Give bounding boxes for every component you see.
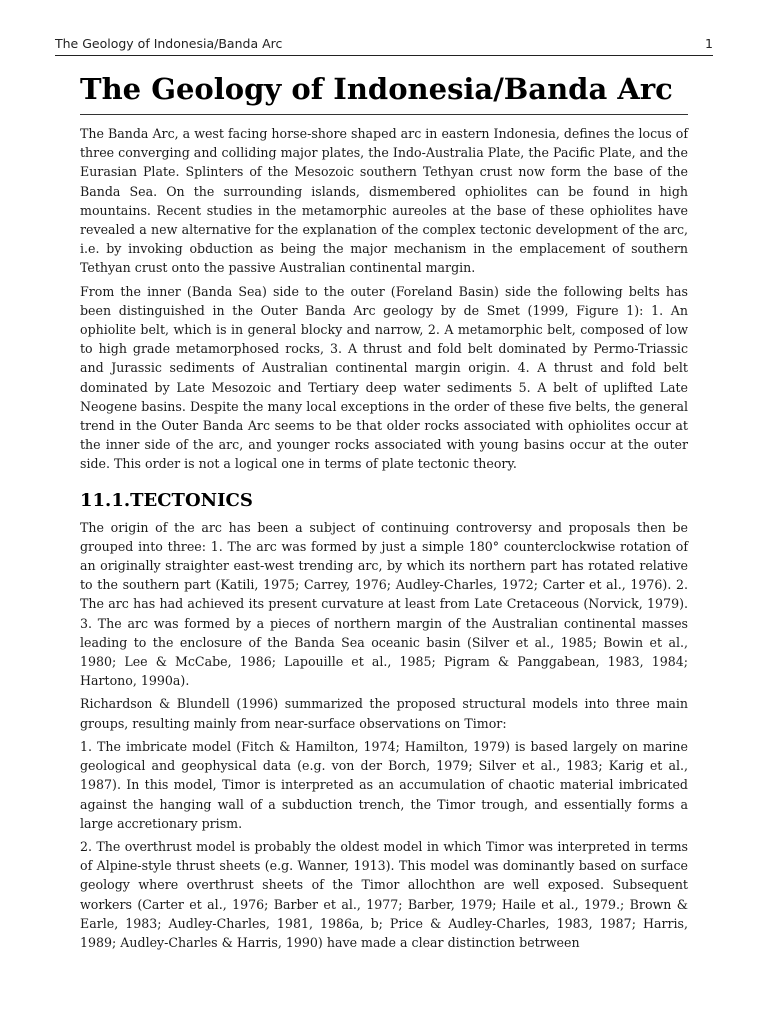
summary-paragraph: Richardson & Blundell (1996) summarized the proposed structural models into three main groups, resulting mainly from near-surface observations on Timor: xyxy=(80,696,688,731)
document-body xyxy=(80,72,688,956)
page-number: 1 xyxy=(705,36,713,51)
belts-paragraph: From the inner (Banda Sea) side to the outer (Foreland Basin) side the following belts has been distinguished in the Outer Banda Arc geology by de Smet (1999, Figure 1): 1. An ophiolite belt, which is in general blocky and narrow, 2. A metamorphic belt, composed of low to high grade metamorphosed rocks, 3. A thrust and fold belt dominated by Permo-Triassic and Jurassic sediments of Australian continental margin origin. 4. A thrust and fold belt dominated by Late Mesozoic and Tertiary deep water sediments 5. A belt of uplifted Late Neogene basins. Despite the many local exceptions in the order of these five belts, the general trend in the Outer Banda Arc seems to be that older rocks associated with ophiolites occur at the inner side of the arc, and younger rocks associated with young basins occur at the outer side. This order is not a logical one in terms of plate tectonic theory. xyxy=(80,283,688,472)
intro-paragraph: The Banda Arc, a west facing horse-shore shaped arc in eastern Indonesia, defines the locus of three converging and colliding major plates, the Indo-Australia Plate, the Pacific Plate, and the Eurasian Plate. Splinters of the Mesozoic southern Tethyan crust now form the base of the Banda Sea. On the surrounding islands, dismembered ophiolites can be found in high mountains. Recent studies in the metamorphic aureoles at the base of these ophiolites have revealed a new alternative for the explanation of the complex tectonic development of the arc, i.e. by invoking obduction as being the major mechanism in the emplacement of southern Tethyan crust onto the passive Australian continental margin. xyxy=(80,126,688,276)
imbricate-model-paragraph: 1. The imbricate model (Fitch & Hamilton, 1974; Hamilton, 1979) is based largely on marine geological and geophysical data (e.g. von der Borch, 1979; Silver et al., 1983; Karig et al., 1987). In this model, Timor is interpreted as an accumulation of chaotic material imbricated against the hanging wall of a subduction trench, the Timor trough, and essentially forms a large accretionary prism. xyxy=(80,738,688,831)
running-header xyxy=(55,36,713,56)
section-heading: 11.1.TECTONICS xyxy=(80,489,253,511)
document-title: The Geology of Indonesia/Banda Arc xyxy=(80,72,688,115)
running-title: The Geology of Indonesia/Banda Arc xyxy=(55,36,283,51)
origin-paragraph: The origin of the arc has been a subject of continuing controversy and proposals then be grouped into three: 1. The arc was formed by just a simple 180° counterclockwise rotation of an originally straighter east-west trending arc, by which its northern part has rotated relative to the southern part (Katili, 1975; Carrey, 1976; Audley-Charles, 1972; Carter et al., 1976). 2. The arc has had achieved its present curvature at least from Late Cretaceous (Norvick, 1979). 3. The arc was formed by a pieces of northern margin of the Australian continental masses leading to the enclosure of the Banda Sea oceanic basin (Silver et al., 1985; Bowin et al., 1980; Lee & McCabe, 1986; Lapouille et al., 1985; Pigram & Panggabean, 1983, 1984; Hartono, 1990a). xyxy=(80,519,688,689)
overthrust-model-paragraph: 2. The overthrust model is probably the oldest model in which Timor was interpreted in terms of Alpine-style thrust sheets (e.g. Wanner, 1913). This model was dominantly based on surface geology where overthrust sheets of the Timor allochthon are well exposed. Subsequent workers (Carter et al., 1976; Barber et al., 1977; Barber, 1979; Haile et al., 1979.; Brown & Earle, 1983; Audley-Charles, 1981, 1986a, b; Price & Audley-Charles, 1983, 1987; Harris, 1989; Audley-Charles & Harris, 1990) have made a clear distinction betrween xyxy=(80,838,688,950)
